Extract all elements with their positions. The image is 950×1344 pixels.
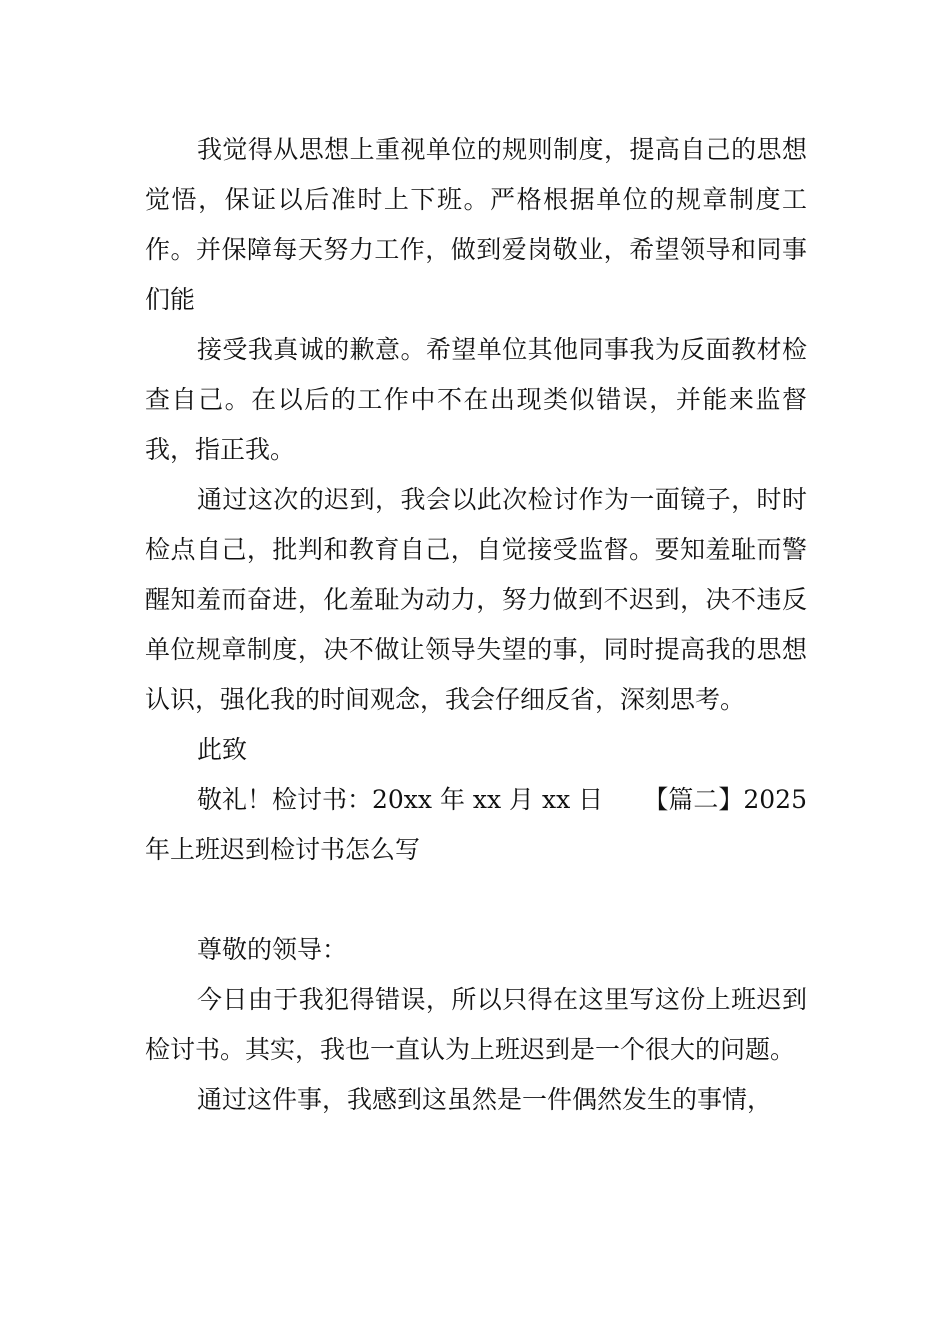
- section-heading-start: 【篇二】2025: [643, 785, 807, 814]
- closing-line: 此致: [197, 735, 248, 764]
- section-heading: 年上班迟到检讨书怎么写: [145, 835, 421, 864]
- salutation: 尊敬的领导：: [197, 935, 348, 964]
- paragraph-1: 我觉得从思想上重视单位的规则制度，提高自己的思想觉悟，保证以后准时上下班。严格根据单位的规章制度工作。并保障每天努力工作，做到爱岗敬业，希望领导和同事们能: [145, 135, 807, 314]
- blank-line: [145, 875, 807, 925]
- paragraph-5: 通过这件事，我感到这虽然是一件偶然发生的事情，: [197, 1085, 773, 1114]
- paragraph-2: 接受我真诚的歉意。希望单位其他同事我为反面教材检查自己。在以后的工作中不在出现类似错误，并能来监督我，指正我。: [145, 335, 807, 464]
- paragraph-3: 通过这次的迟到，我会以此次检讨作为一面镜子，时时检点自己，批判和教育自己，自觉接受监督。要知羞耻而警醒知羞而奋进，化羞耻为动力，努力做到不迟到，决不违反单位规章制度，决不做让领导失望的事，同时提高我的思想认识，强化我的时间观念，我会仔细反省，深刻思考。: [145, 485, 807, 714]
- paragraph-4: 今日由于我犯得错误，所以只得在这里写这份上班迟到检讨书。其实，我也一直认为上班迟到是一个很大的问题。: [145, 985, 807, 1064]
- signature-date: 敬礼！检讨书：20xx 年 xx 月 xx 日: [197, 785, 604, 814]
- document-body: [145, 125, 807, 1125]
- signature-line: [145, 775, 807, 825]
